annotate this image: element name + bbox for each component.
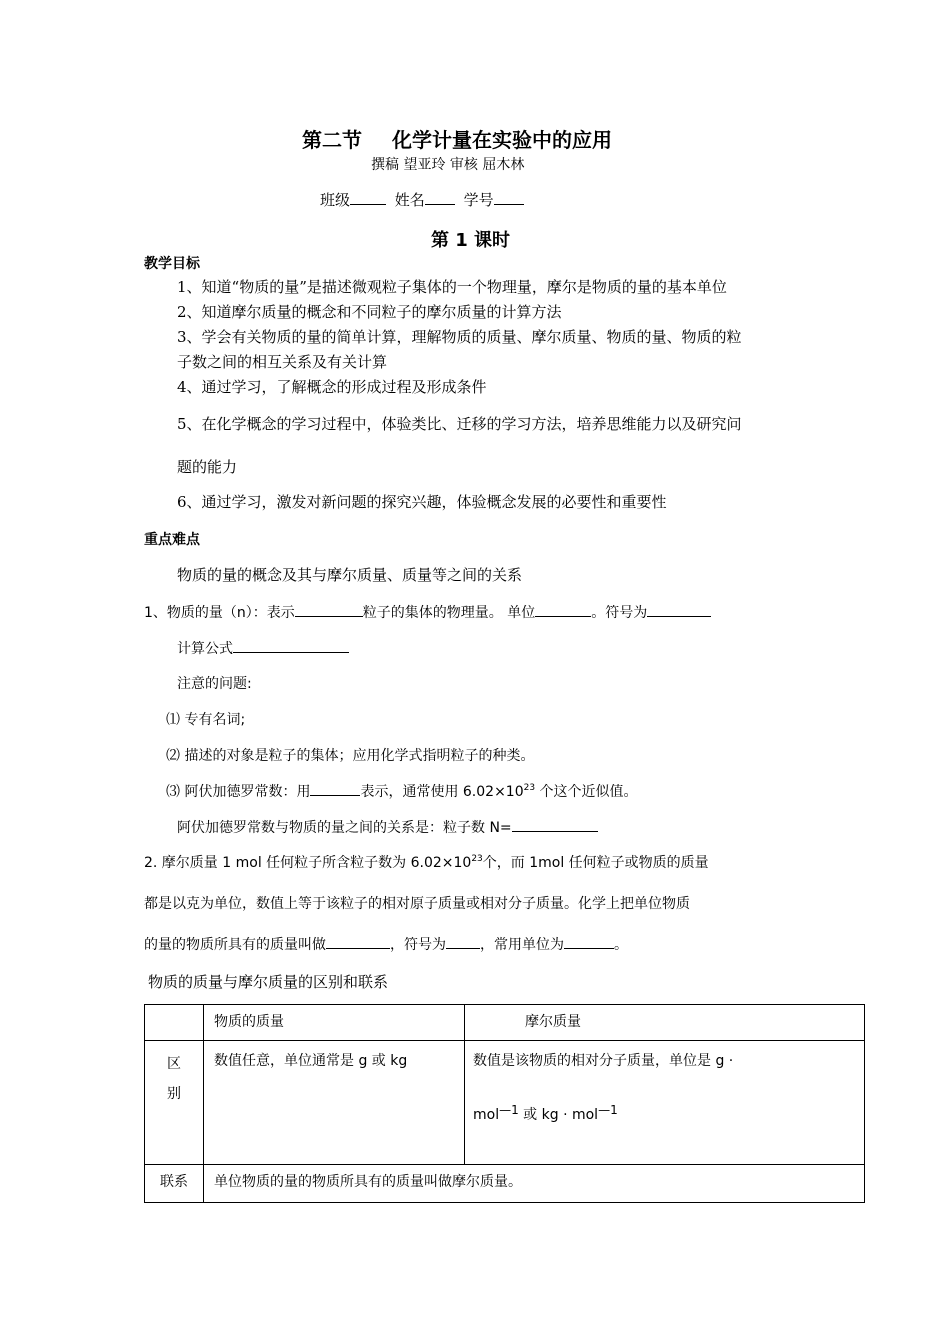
molar-mass-unit-exp-a: —1 xyxy=(499,1103,519,1117)
goals-heading: 教学目标 xyxy=(144,256,200,272)
note-3 xyxy=(166,781,638,801)
molar-mass-desc-line-2 xyxy=(473,1104,864,1124)
notes-heading: 注意的问题: xyxy=(177,676,252,692)
title-section-number: 第二节 xyxy=(302,128,362,152)
goal-item-5-line-2: 题的能力 xyxy=(177,458,238,476)
table-row-relation xyxy=(145,1165,865,1203)
goal-item-5-line-1: 5、在化学概念的学习过程中，体验类比、迁移的学习方法，培养思维能力以及研究问 xyxy=(177,415,742,433)
title-topic: 化学计量在实验中的应用 xyxy=(392,128,612,152)
section2-line-1 xyxy=(144,852,709,872)
comparison-table xyxy=(144,1004,865,1203)
authors-line: 撰稿 望亚玲 审核 屈木林 xyxy=(371,157,525,173)
section2-text-b: 个，而 1mol 任何粒子或物质的质量 xyxy=(482,855,709,871)
section2-line-3 xyxy=(144,934,628,954)
student-info-line xyxy=(320,189,524,210)
goal-item-2: 2、知道摩尔质量的概念和不同粒子的摩尔质量的计算方法 xyxy=(177,303,562,321)
section2-text-f: 。 xyxy=(614,937,628,953)
avogadro-relation-blank[interactable] xyxy=(512,817,598,832)
name-label: 姓名 xyxy=(394,191,425,209)
table-row-difference xyxy=(145,1041,865,1165)
section1-text-b: 粒子的集体的物理量。 单位 xyxy=(362,605,536,621)
note-3-blank[interactable] xyxy=(310,781,360,796)
molar-mass-unit-blank[interactable] xyxy=(564,934,614,949)
lesson-heading: 第 1 课时 xyxy=(431,230,511,251)
difference-label-b: 别 xyxy=(167,1086,181,1102)
section1-blank-particle[interactable] xyxy=(295,602,363,617)
molar-mass-unit-b: 或 kg · mol xyxy=(518,1107,599,1123)
section2-text-e: ，常用单位为 xyxy=(480,937,564,953)
section1-line-1 xyxy=(144,602,711,622)
goal-item-6: 6、通过学习，激发对新问题的探究兴趣，体验概念发展的必要性和重要性 xyxy=(177,493,667,511)
id-blank[interactable] xyxy=(494,190,524,205)
molar-mass-unit-exp-b: —1 xyxy=(598,1103,618,1117)
section1-blank-symbol[interactable] xyxy=(647,602,711,617)
note-3-exponent: 23 xyxy=(523,783,536,793)
formula-label: 计算公式 xyxy=(177,641,233,657)
section1-text-c: 。符号为 xyxy=(591,605,648,621)
relation-label: 联系 xyxy=(145,1165,204,1203)
section2-line-2: 都是以克为单位，数值上等于该粒子的相对原子质量或相对分子质量。化学上把单位物质 xyxy=(144,896,690,912)
molar-mass-desc-line-1: 数值是该物质的相对分子质量，单位是 g · xyxy=(473,1053,734,1069)
formula-blank[interactable] xyxy=(233,638,349,653)
section2-text-a: 2. 摩尔质量 1 mol 任何粒子所含粒子数为 6.02×10 xyxy=(144,855,472,871)
goal-item-4: 4、通过学习，了解概念的形成过程及形成条件 xyxy=(177,378,487,396)
name-blank[interactable] xyxy=(425,190,455,205)
note-3-text-b: 表示，通常使用 6.02×10 xyxy=(360,784,524,800)
note-2: ⑵ 描述的对象是粒子的集体；应用化学式指明粒子的种类。 xyxy=(166,748,535,764)
goal-item-3-line-1: 3、学会有关物质的量的简单计算，理解物质的质量、摩尔质量、物质的量、物质的粒 xyxy=(177,328,742,346)
relation-cell: 单位物质的量的物质所具有的质量叫做摩尔质量。 xyxy=(204,1165,865,1203)
keypoints-text: 物质的量的概念及其与摩尔质量、质量等之间的关系 xyxy=(177,566,523,584)
keypoints-heading: 重点难点 xyxy=(144,532,200,548)
section1-blank-unit[interactable] xyxy=(535,602,591,617)
avogadro-relation-text: 阿伏加德罗常数与物质的量之间的关系是：粒子数 N= xyxy=(177,820,512,836)
molar-mass-unit-a: mol xyxy=(473,1107,500,1123)
molar-mass-difference-cell xyxy=(465,1041,865,1165)
difference-label-a: 区 xyxy=(167,1056,181,1072)
header-empty-cell xyxy=(145,1005,204,1041)
section2-text-c: 的量的物质所具有的质量叫做 xyxy=(144,937,326,953)
goal-item-3-line-2: 子数之间的相互关系及有关计算 xyxy=(177,353,388,371)
difference-label xyxy=(145,1041,204,1165)
id-label: 学号 xyxy=(463,191,494,209)
section2-text-d: ，符号为 xyxy=(390,937,446,953)
section1-text-a: 1、物质的量（n）：表示 xyxy=(144,605,295,621)
note-3-text-c: 个这个近似值。 xyxy=(535,784,638,800)
class-label: 班级 xyxy=(320,191,351,209)
table-header-row xyxy=(145,1005,865,1041)
section2-exponent: 23 xyxy=(471,854,483,864)
table-caption: 物质的质量与摩尔质量的区别和联系 xyxy=(148,973,389,991)
mass-difference-cell: 数值任意，单位通常是 g 或 kg xyxy=(204,1041,465,1165)
goal-item-1: 1、知道“物质的量”是描述微观粒子集体的一个物理量，摩尔是物质的量的基本单位 xyxy=(177,278,727,296)
class-blank[interactable] xyxy=(350,190,386,205)
header-mass: 物质的质量 xyxy=(204,1005,465,1041)
avogadro-relation xyxy=(177,817,598,837)
molar-mass-symbol-blank[interactable] xyxy=(446,934,480,949)
header-molar-mass: 摩尔质量 xyxy=(465,1005,865,1041)
page-title xyxy=(302,124,612,153)
section1-formula-line xyxy=(177,638,349,658)
note-3-text-a: ⑶ 阿伏加德罗常数：用 xyxy=(166,784,311,800)
molar-mass-name-blank[interactable] xyxy=(326,934,390,949)
note-1: ⑴ 专有名词; xyxy=(166,712,246,728)
